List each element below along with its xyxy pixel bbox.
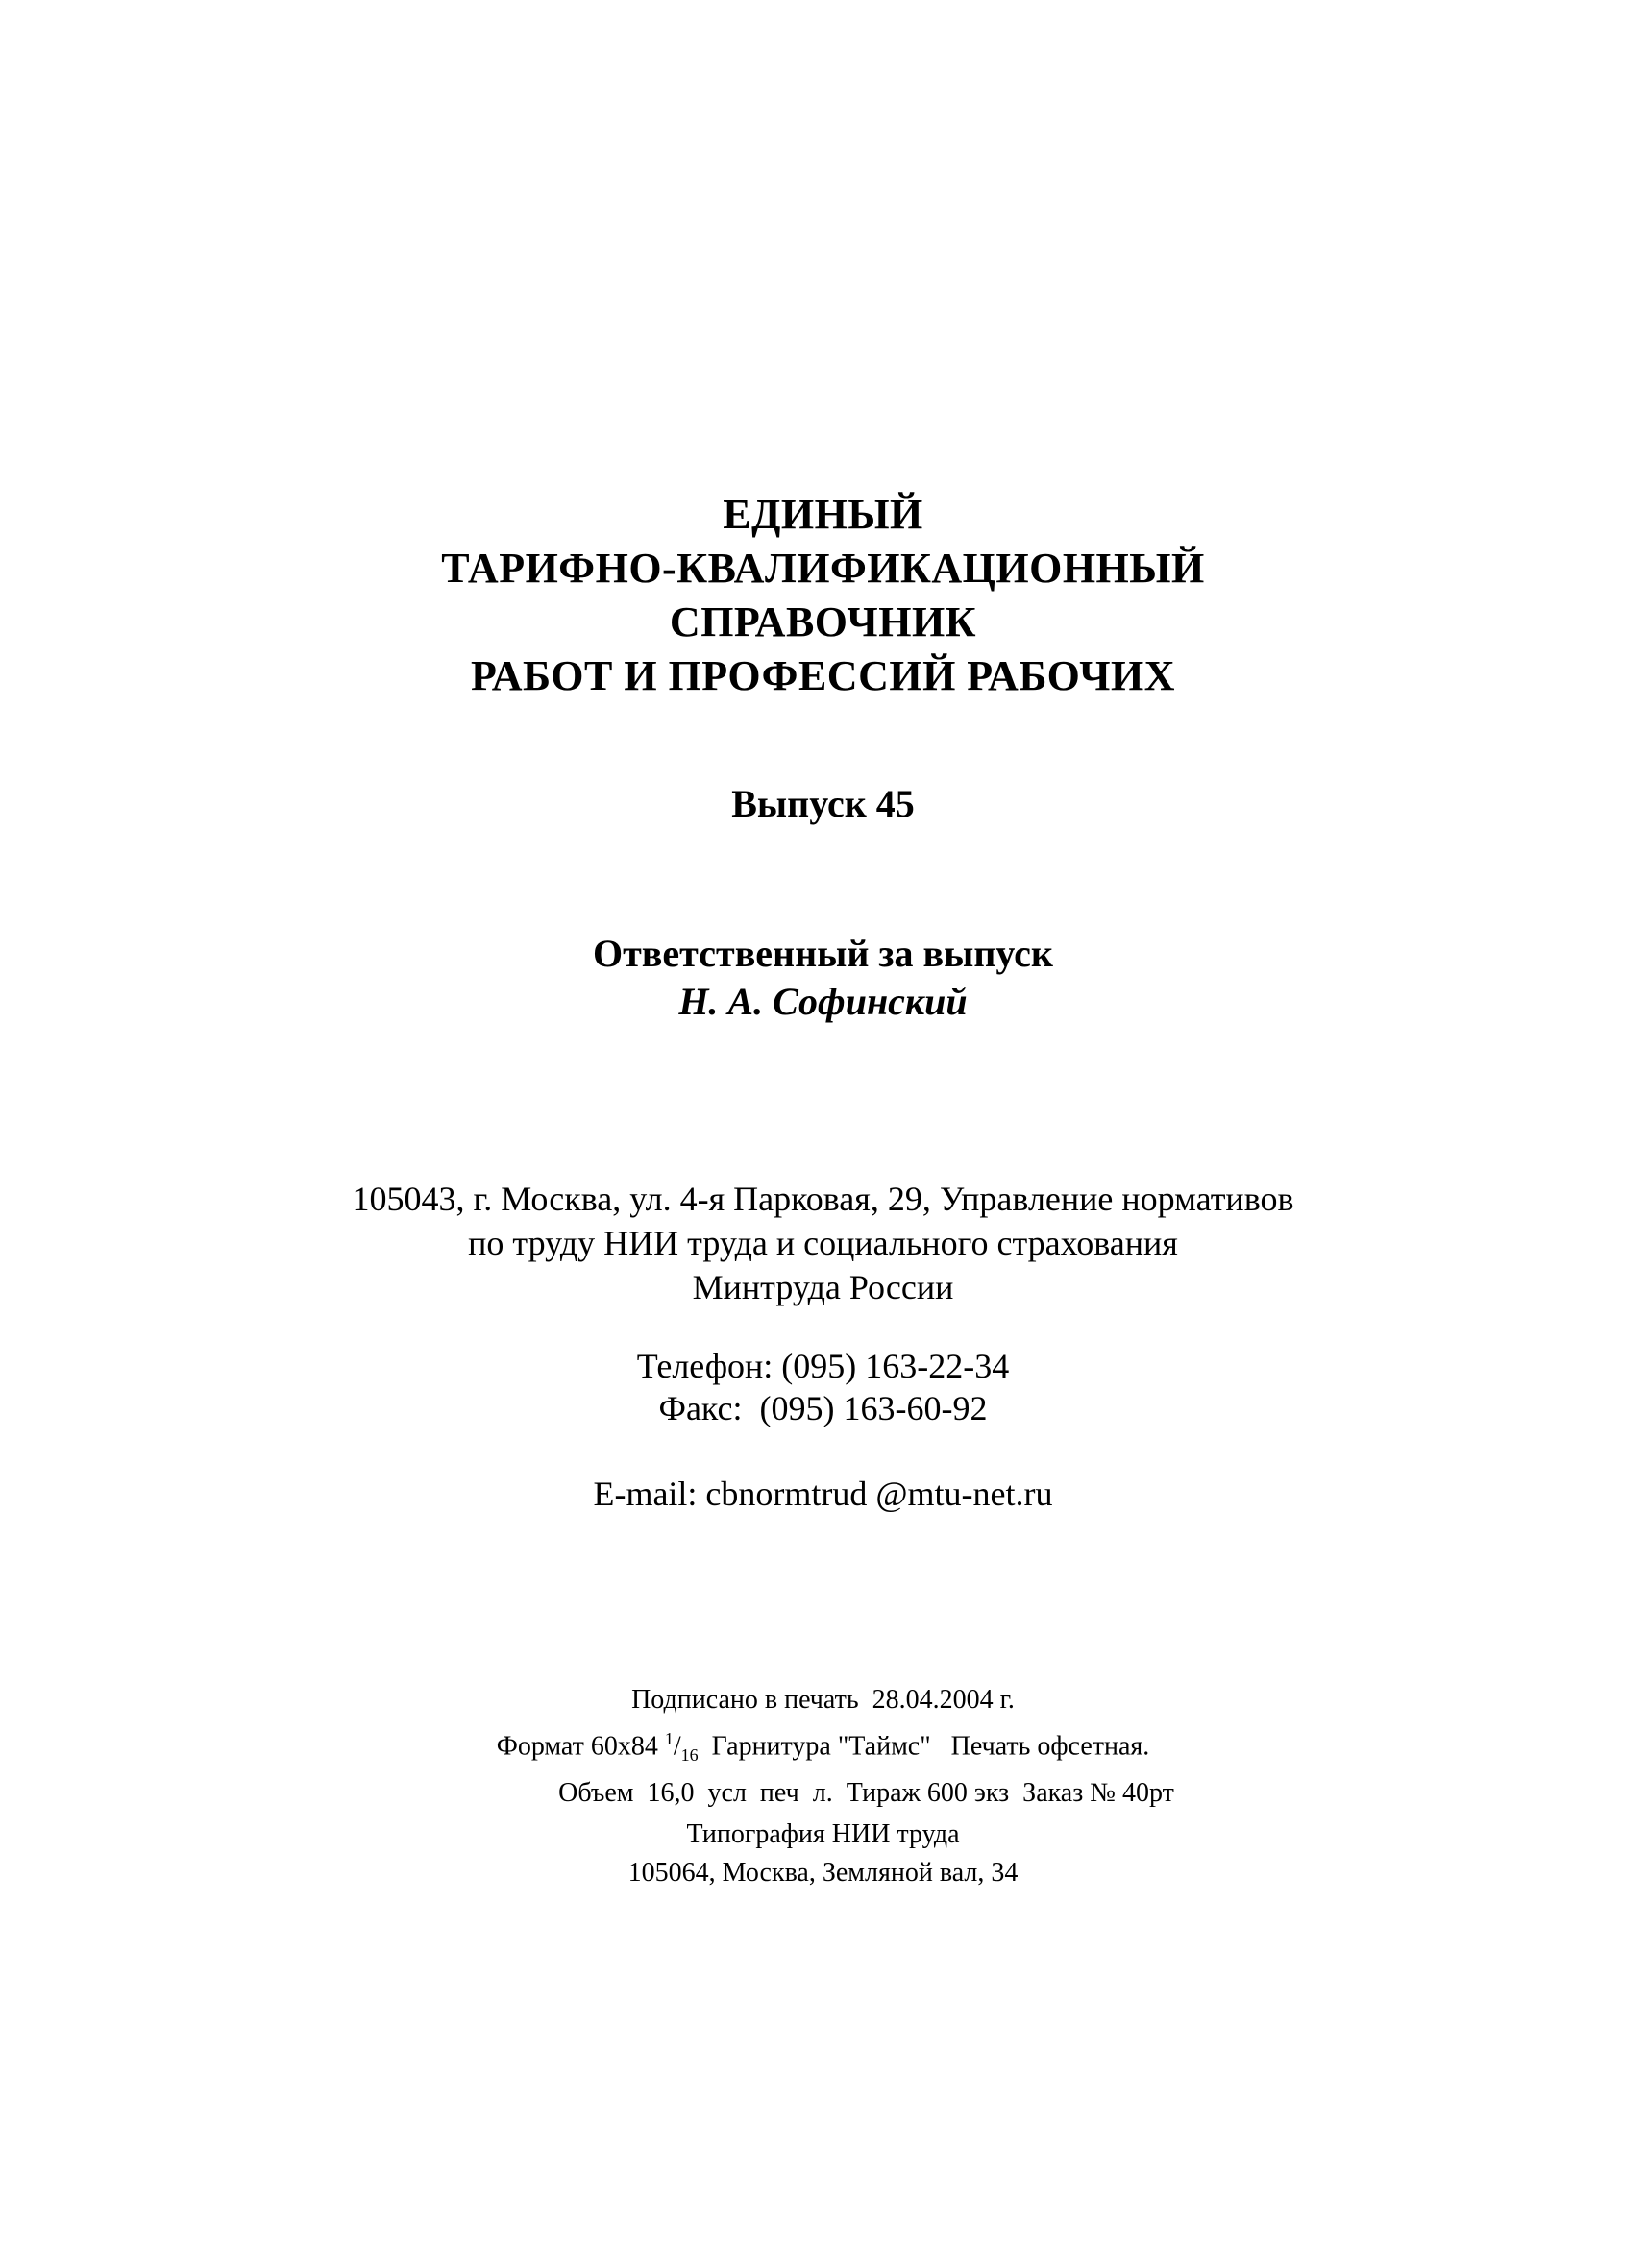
fax-number: Факс: (095) 163-60-92 xyxy=(658,1389,988,1427)
format-denominator: 16 xyxy=(680,1744,699,1765)
issue-number: Выпуск 45 xyxy=(731,782,915,825)
format-slash: / xyxy=(673,1731,681,1762)
address-line-3: Минтруда России xyxy=(692,1268,954,1306)
printing-house-name: Типография НИИ труда xyxy=(686,1819,960,1849)
format-prefix: Формат 60х84 xyxy=(496,1731,665,1762)
signed-to-print: Подписано в печать 28.04.2004 г. xyxy=(631,1685,1015,1715)
contacts xyxy=(0,1345,1646,1429)
imprint-details xyxy=(0,1681,1646,1813)
responsible-label: Ответственный за выпуск xyxy=(593,932,1053,975)
address-line-2: по труду НИИ труда и социального страхования xyxy=(468,1224,1178,1262)
title-line-4: РАБОТ И ПРОФЕССИЙ РАБОЧИХ xyxy=(470,652,1176,699)
printing-house xyxy=(0,1816,1646,1892)
volume-line: Объем 16,0 усл печ л. Тираж 600 экз Заказ № 40рт xyxy=(558,1777,1174,1808)
format-numerator: 1 xyxy=(664,1729,674,1748)
phone-number: Телефон: (095) 163-22-34 xyxy=(636,1347,1010,1385)
responsible-name: Н. А. Софинский xyxy=(678,980,968,1023)
format-suffix: Гарнитура "Таймс" Печать офсетная. xyxy=(698,1731,1150,1762)
address-line-1: 105043, г. Москва, ул. 4-я Парковая, 29, Управление нормативов xyxy=(352,1180,1294,1218)
title-line-2: ТАРИФНО-КВАЛИФИКАЦИОННЫЙ xyxy=(441,545,1205,592)
publisher-address xyxy=(0,1177,1646,1309)
responsible-editor xyxy=(0,930,1646,1026)
title-line-3: СПРАВОЧНИК xyxy=(669,598,977,646)
format-line xyxy=(0,1719,1646,1774)
document-title xyxy=(0,488,1646,703)
email-address: E-mail: cbnormtrud @mtu-net.ru xyxy=(593,1475,1053,1513)
printing-house-address: 105064, Москва, Земляной вал, 34 xyxy=(627,1858,1019,1888)
title-line-1: ЕДИНЫЙ xyxy=(723,491,923,538)
